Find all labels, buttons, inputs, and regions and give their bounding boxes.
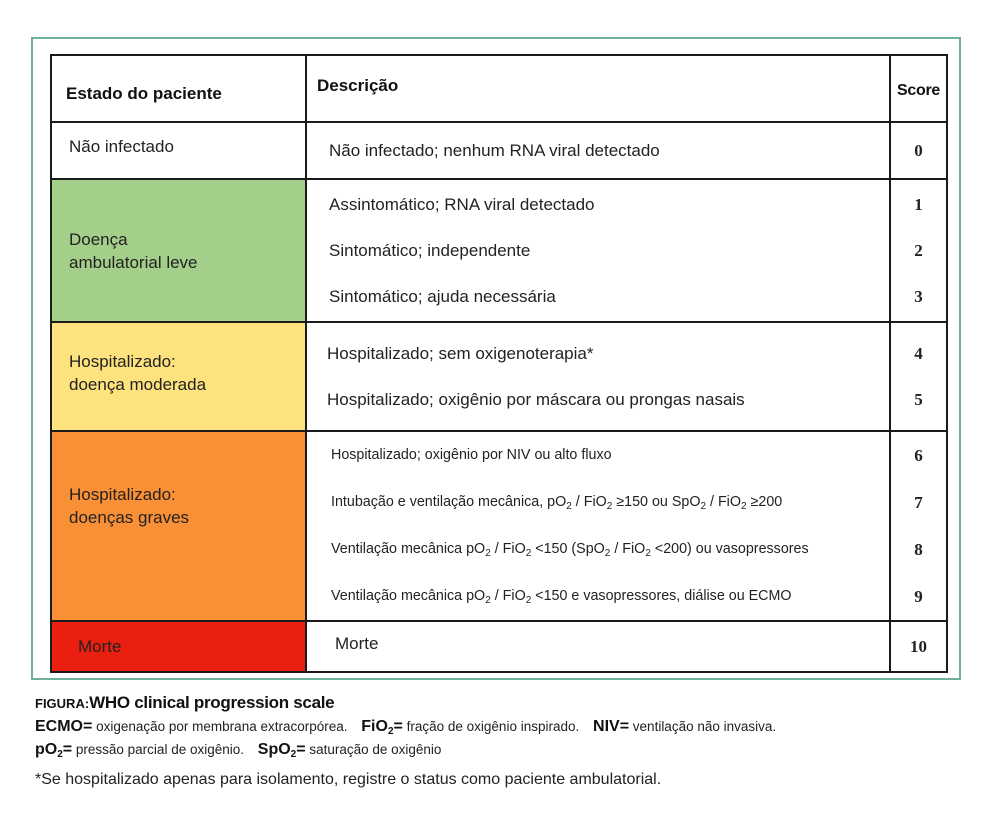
score-value: 9 xyxy=(914,587,923,606)
score-value: 0 xyxy=(914,140,923,160)
state-mild-ambulatory xyxy=(51,179,306,322)
description-cell xyxy=(306,431,890,621)
state-death xyxy=(51,621,306,672)
header-description: Descrição xyxy=(306,55,890,122)
state-label: ambulatorial leve xyxy=(69,252,198,272)
def-spo2: saturação de oxigênio xyxy=(309,742,442,757)
description-cell xyxy=(306,179,890,322)
state-uninfected xyxy=(51,122,306,179)
description-text: Assintomático; RNA viral detectado xyxy=(329,194,595,214)
score-value: 10 xyxy=(910,636,927,656)
score-value: 7 xyxy=(914,493,923,512)
def-ecmo: oxigenação por membrana extracorpórea. xyxy=(96,719,348,734)
caption-title-text: WHO clinical progression scale xyxy=(89,693,335,712)
state-label: Morte xyxy=(78,637,122,656)
description-text: Ventilação mecânica $pO_2 / FiO_2 <150$ e vasopressores, diálise ou ECMO xyxy=(331,588,792,606)
description-cell xyxy=(306,122,890,179)
score-value: 6 xyxy=(914,446,923,465)
score-cell xyxy=(890,431,947,621)
abbr-po2: $pO_2=$ xyxy=(35,741,73,760)
who-progression-table xyxy=(50,54,948,673)
footnote: *Se hospitalizado apenas para isolamento, registre o status como paciente ambulatorial. xyxy=(35,771,662,788)
caption-title xyxy=(35,693,965,713)
state-label: Hospitalizado: xyxy=(69,485,176,504)
state-label: Doença xyxy=(69,229,128,249)
table-row xyxy=(51,122,947,179)
table-row xyxy=(51,179,947,322)
def-fio2: fração de oxigênio inspirado. xyxy=(406,719,580,734)
table-header-row xyxy=(51,55,947,122)
score-value: 8 xyxy=(914,540,923,559)
description-text: Sintomático; independente xyxy=(329,240,531,260)
description-text: Morte xyxy=(335,633,379,653)
description-text: Hospitalizado; oxigênio por máscara ou prongas nasais xyxy=(327,389,745,409)
description-cell xyxy=(306,621,890,672)
def-niv: ventilação não invasiva. xyxy=(632,719,777,734)
state-label: doenças graves xyxy=(69,508,190,527)
description-text: Intubação e ventilação mecânica, $pO_2 / FiO_2 \ge 150$ ou SpO$_2$ / FiO$_2$ ≥200 xyxy=(331,494,783,512)
description-text: Hospitalizado; oxigênio por NIV ou alto fluxo xyxy=(331,447,612,463)
header-score: Score xyxy=(890,55,947,122)
abbr-niv: NIV= xyxy=(593,718,630,735)
state-hospitalized-severe xyxy=(51,431,306,621)
score-value: 1 xyxy=(914,194,923,214)
header-state: Estado do paciente xyxy=(51,55,306,122)
def-po2: pressão parcial de oxigênio. xyxy=(75,742,244,757)
score-value: 5 xyxy=(914,389,923,409)
table-row xyxy=(51,621,947,672)
table-row xyxy=(51,431,947,621)
score-value: 4 xyxy=(914,343,923,363)
description-text: Hospitalizado; sem oxigenoterapia* xyxy=(327,343,594,363)
table-row xyxy=(51,322,947,431)
abbr-spo2: SpO$_2$= xyxy=(257,741,306,760)
abbr-fio2: FiO$_2$= xyxy=(361,718,403,737)
score-cell xyxy=(890,621,947,672)
description-cell xyxy=(306,322,890,431)
state-label: Hospitalizado: xyxy=(69,351,176,371)
abbr-ecmo: ECMO= xyxy=(35,718,93,735)
score-cell xyxy=(890,122,947,179)
score-value: 3 xyxy=(914,286,923,306)
figure-caption xyxy=(35,693,965,789)
caption-prefix: FIGURA: xyxy=(35,696,90,711)
state-label: doença moderada xyxy=(69,374,207,394)
score-cell xyxy=(890,179,947,322)
abbreviation-line-1 xyxy=(35,718,965,736)
description-text: Não infectado; nenhum RNA viral detectado xyxy=(329,140,660,160)
score-cell xyxy=(890,322,947,431)
state-hospitalized-moderate xyxy=(51,322,306,431)
state-label: Não infectado xyxy=(69,137,174,156)
abbreviation-line-2 xyxy=(35,741,965,759)
description-text: Sintomático; ajuda necessária xyxy=(329,286,556,306)
score-value: 2 xyxy=(914,240,923,260)
description-text: Ventilação mecânica $pO_2 / FiO_2 <150$ (SpO$_2$ / FiO$_2$ <200) ou vasopressores xyxy=(331,541,809,559)
